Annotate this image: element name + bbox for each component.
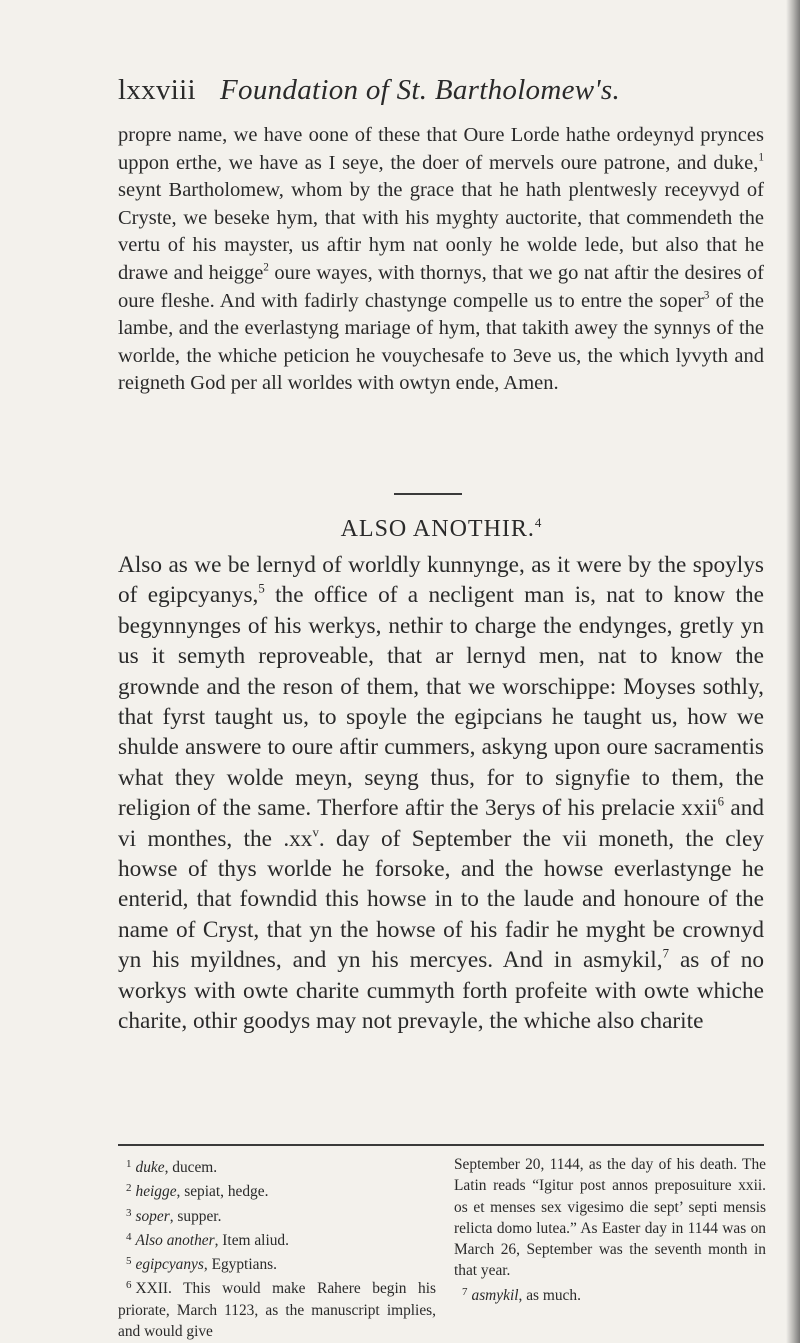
- footnote: [118, 1203, 436, 1227]
- main-text-a: Also as we be lernyd of worldly kunnynge, as it were by the spoylys of egipcyanys,: [118, 552, 764, 609]
- main-paragraph: [118, 550, 764, 1037]
- superscript-v: v: [312, 825, 319, 840]
- footnote-lemma: soper: [135, 1207, 170, 1225]
- continuation-text-c: oure wayes, with thornys, that we go nat aftir the desires of oure fleshe. And with fadirly chastynge compelle us to entre the soper: [118, 261, 764, 312]
- footnote-continuation: September 20, 1144, as the day of his death. The Latin reads “Igitur post annos preposuiture xxii. os et menses sex vigesimo die sept’ septi mensis relicta domo lutea.” As Easter day in 1144 was on March 26, September was the seventh month in that year.: [454, 1156, 766, 1280]
- footnote-gloss: , Egyptians.: [203, 1256, 277, 1274]
- running-title: Foundation of St. Bartholomew's.: [220, 74, 621, 106]
- note-ref-7: 7: [662, 946, 669, 961]
- footnote-lemma: egipcyanys: [135, 1256, 204, 1274]
- footnote-lemma: heigge: [135, 1183, 177, 1201]
- footnotes-left-column: [118, 1154, 436, 1342]
- continuation-text-d: of the lambe, and the everlastyng mariage of hym, that takith awey the synnys of the worlde, the whiche peticion he vouychesafe to 3eve us, the which lyvyth and reigneth God per all worldes with owtyn ende, Amen.: [118, 289, 764, 395]
- footnote-number: 3: [126, 1206, 132, 1219]
- main-text-b: the office of a necligent man is, nat to know the begynnynges of his werkys, nethir to charge the endynges, gretly yn us it semyth reproveable, that ar lernyd men, nat to know the grownde and the reson of them, that we worschippe: Moyses sothly, that fyrst taught us, to spoyle the egipcians he taught us, how we shulde answere to oure aftir cummers, askyng upon oure sacramentis what they wolde meyn, seyng thus, for to signyfie to them, the religion of the same. Therfore aftir the 3erys of his prelacie xxii: [118, 582, 765, 822]
- section-heading-text: ALSO ANOTHIR.: [340, 516, 535, 542]
- footnote-lemma: duke: [135, 1159, 165, 1176]
- footnote-lemma: Also another: [135, 1231, 215, 1249]
- footnote: [118, 1275, 436, 1342]
- footnote-rule: [118, 1144, 764, 1146]
- continuation-text-a: propre name, we have oone of these that Oure Lorde hathe ordeynyd prynces uppon erthe, we have as I seye, the doer of mervels oure patrone, and duke,: [118, 124, 764, 174]
- page-number: lxxviii: [118, 74, 196, 106]
- continuation-text-b: seynt Bartholomew, whom by the grace that he hath plentwesly receyvyd of Cryste, we beseke hym, that with his myghty auctorite, that commendeth the vertu of his mayster, us aftir hym nat oonly he wolde lede, but also that he drawe and heigge: [118, 179, 764, 284]
- page-edge-shadow: [786, 0, 800, 1343]
- footnote-number: 1: [126, 1158, 132, 1170]
- main-text-e: as of no workys with owte charite cummyth forth profeite with owte whiche charite, othir goodys may not prevayle, the whiche also charite: [118, 947, 764, 1035]
- note-ref-3: 3: [703, 289, 710, 302]
- footnote: [118, 1154, 436, 1178]
- section-divider: [394, 493, 462, 495]
- footnote-number: 4: [126, 1230, 132, 1243]
- footnote-number: 5: [126, 1255, 132, 1268]
- footnote: [454, 1282, 766, 1306]
- footnote-number: 2: [126, 1182, 132, 1195]
- footnote-number: 6: [126, 1279, 132, 1292]
- footnote: [118, 1251, 436, 1275]
- footnote-gloss: , sepiat, hedge.: [176, 1183, 269, 1201]
- note-ref-2: 2: [263, 261, 269, 274]
- continuation-paragraph: [118, 122, 764, 398]
- footnote-gloss: XXII. This would make Rahere begin his priorate, March 1123, as the manuscript implies, and would give: [118, 1280, 436, 1341]
- footnote-gloss: , as much.: [518, 1286, 581, 1304]
- footnote: [118, 1178, 436, 1202]
- footnote-lemma: asmykil: [471, 1286, 519, 1304]
- note-ref-4: 4: [534, 515, 542, 530]
- footnote-gloss: , ducem.: [164, 1159, 218, 1176]
- running-head: [118, 68, 758, 112]
- main-text-d: . day of September the vii moneth, the cley howse of thys worlde he forsoke, and the howse everlastynge he enterid, that fowndid this howse in to the laude and honoure of the name of Cryst, that yn the howse of his fadir he myght be crownyd yn his myildnes, and yn his mercyes. And in asmykil,: [118, 825, 765, 974]
- main-text-c: and vi monthes, the .xx: [118, 795, 764, 852]
- note-ref-5: 5: [258, 581, 265, 596]
- footnote-gloss: , Item aliud.: [214, 1231, 289, 1249]
- note-ref-1: 1: [758, 151, 764, 164]
- footnote-gloss: , supper.: [169, 1207, 222, 1225]
- footnote: [118, 1227, 436, 1251]
- footnote-number: 7: [462, 1285, 468, 1298]
- note-ref-6: 6: [717, 794, 724, 809]
- section-heading: [118, 515, 764, 543]
- footnotes-right-column: [454, 1154, 766, 1306]
